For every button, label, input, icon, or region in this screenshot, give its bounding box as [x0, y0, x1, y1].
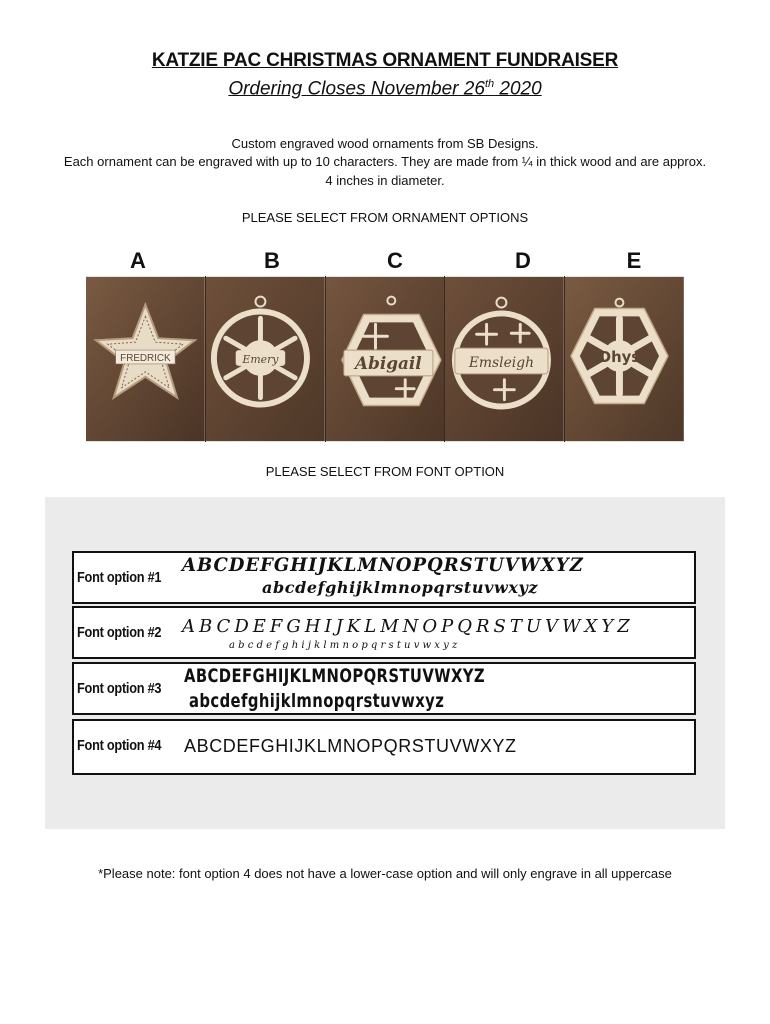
ordering-deadline — [0, 78, 770, 100]
ornament-option-b[interactable] — [206, 276, 326, 442]
option-letter-d: D — [515, 248, 531, 273]
ornament-option-e[interactable] — [565, 276, 684, 442]
font-option-label-4: Font option #4 — [77, 737, 162, 754]
font-option-row-2[interactable] — [72, 606, 696, 659]
ornament-option-d[interactable] — [445, 276, 565, 442]
font-2-uppercase-sample: ABCDEFGHIJKLMNOPQRSTUVWXYZ — [182, 616, 634, 637]
font-4-uppercase-sample: ABCDEFGHIJKLMNOPQRSTUVWXYZ — [184, 736, 517, 756]
deadline-year: 2020 — [494, 78, 542, 100]
font-options-table — [72, 551, 696, 775]
ornament-engraving-b: Emery — [242, 352, 279, 366]
font-note: *Please note: font option 4 does not have a lower-case option and will only engrave in all uppercase — [98, 866, 672, 881]
font-option-row-3[interactable] — [72, 662, 696, 715]
font-option-label-1: Font option #1 — [77, 569, 162, 586]
font-2-lowercase-sample: abcdefghijklmnopqrstuvwxyz — [229, 640, 461, 651]
ornament-engraving-c: Abigail — [354, 352, 422, 373]
option-letter-b: B — [264, 248, 280, 273]
hexagon-banner-ornament-image — [326, 276, 445, 442]
ornament-section-heading: PLEASE SELECT FROM ORNAMENT OPTIONS — [241, 210, 529, 225]
font-1-lowercase-sample: abcdefghijklmnopqrstuvwxyz — [262, 578, 539, 597]
font-option-label-2: Font option #2 — [77, 624, 162, 641]
font-option-row-1[interactable] — [72, 551, 696, 604]
option-letter-a: A — [130, 248, 146, 273]
font-option-row-4[interactable] — [72, 719, 696, 775]
deadline-suffix: th — [484, 78, 495, 90]
font-3-lowercase-sample: abcdefghijklmnopqrstuvwxyz — [189, 690, 445, 712]
star-ornament-image — [86, 276, 205, 442]
ornament-option-a[interactable] — [86, 276, 206, 442]
font-1-uppercase-sample: ABCDEFGHIJKLMNOPQRSTUVWXYZ — [182, 554, 584, 576]
font-section-heading: PLEASE SELECT FROM FONT OPTION — [265, 464, 505, 479]
ornament-option-c[interactable] — [326, 276, 446, 442]
round-banner-ornament-image — [445, 276, 564, 442]
ornament-engraving-d: Emsleigh — [469, 354, 535, 371]
hexagon-snowflake-ornament-image — [565, 276, 684, 442]
description-line-2: Each ornament can be engraved with up to 10 characters. They are made from ¼ in thick wood and are approx. 4 inches in diameter. — [63, 154, 707, 188]
deadline-text: Ordering Closes November 26 — [228, 78, 485, 100]
ornament-engraving-a: FREDRICK — [120, 352, 171, 364]
page-title: KATZIE PAC CHRISTMAS ORNAMENT FUNDRAISER — [151, 50, 619, 71]
font-option-label-3: Font option #3 — [77, 680, 162, 697]
description-line-1: Custom engraved wood ornaments from SB Designs. — [231, 136, 539, 151]
option-letter-c: C — [387, 248, 403, 273]
ornament-photo-strip — [86, 276, 684, 442]
font-3-uppercase-sample: ABCDEFGHIJKLMNOPQRSTUVWXYZ — [184, 665, 486, 687]
ornament-engraving-e: Dhys — [598, 348, 641, 366]
option-letter-e: E — [626, 248, 642, 273]
round-snowflake-ornament-image — [206, 276, 325, 442]
